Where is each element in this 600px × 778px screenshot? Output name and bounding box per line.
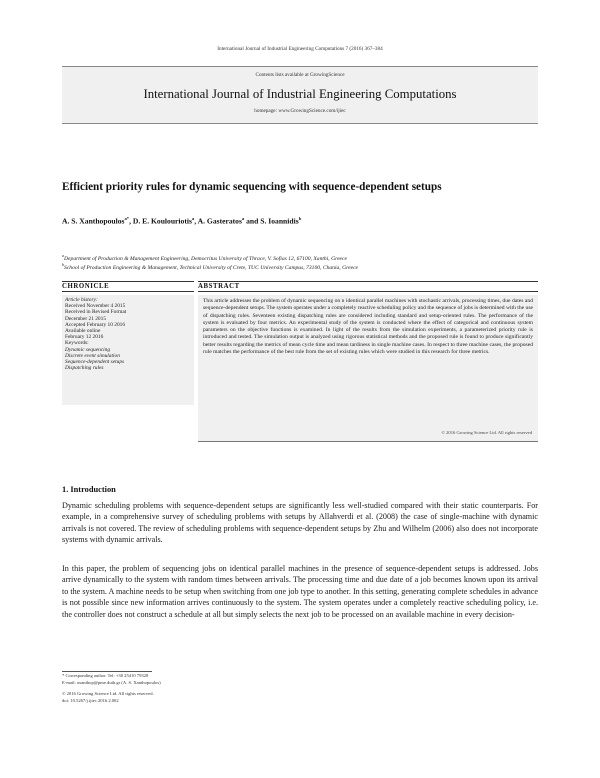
author-name: A. S. Xanthopoulos [62, 216, 125, 226]
section-heading-introduction: 1. Introduction [62, 485, 116, 494]
keyword: Dynamic sequencing [65, 346, 111, 353]
chronicle-box [62, 295, 194, 405]
affiliation-text: Department of Production & Management Engineering, Democritus University of Thrace, V. Sofias 12, 67100, Xanthi, Greece [64, 255, 348, 262]
abstract-copyright: © 2016 Growing Science Ltd. All rights reserved [441, 429, 532, 435]
keyword: Dispatching rules [65, 365, 104, 372]
footnote-email[interactable]: E-mail: axanthop@pme.duth.gr (A. S. Xanthopoulos) [62, 680, 161, 685]
author-list [62, 216, 542, 226]
author-separator: , [194, 216, 198, 226]
affiliation-b [62, 262, 542, 271]
history-line: Accepted February 10 2016 [65, 321, 126, 328]
keyword: Discrete event simulation [65, 352, 120, 359]
author-name: D. E. Koulouriotis [132, 216, 192, 226]
author-separator: , [129, 216, 133, 226]
abstract-divider [198, 441, 538, 442]
journal-homepage-link[interactable]: homepage: www.GrowingScience.com/ijiec [254, 108, 346, 114]
abstract-text: This article addresses the problem of dynamic sequencing on n identical parallel machines with stochastic arrivals, processing times, due dates and sequence-dependent setups. The system operates under a completely reactive scheduling policy and the sequence of jobs is determined with the use of dispatching rules. Seventeen existing dispatching rules are considered including standard and setup-oriented rules. The performance of the system is evaluated by four metrics. An experimental study of the system is conducted where the effect of categorical and continuous system parameters on the objective functions is examined. In light of the results from the simulation experiments, a parameterized priority rule is introduced and tested. The simulation output is analyzed using rigorous statistical methods and the proposed rule is found to produce significantly better results regarding the metrics of mean cycle time and mean tardiness in single machine cases. In respect to three machine cases, the proposed rule matches the performance of the best rule from the set of existing rules which were studied in this research for three metrics. [203, 298, 533, 355]
intro-paragraph-1: Dynamic scheduling problems with sequence-dependent setups are significantly less well-studied compared with their static counterparts. For example, in a comprehensive survey of scheduling problems with setups by Allahverdi et al. (2008) the case of single-machine with dynamic arrivals is not covered. The review of scheduling problems with sequence-dependent setups by Zhu and Wilhelm (2006) also does not incorporate systems with dynamic arrivals. [62, 501, 538, 545]
author-affiliation-mark: a* [124, 216, 130, 221]
affiliation-text: School of Production Engineering & Management, Technical University of Crete, TUC University Campus, 73100, Chania, Greece [64, 264, 359, 271]
affiliation-mark: a [62, 253, 64, 258]
author-affiliation-mark: b [298, 216, 302, 221]
footnote-doi[interactable]: doi: 10.5267/j.ijiec.2016.2.002 [62, 698, 119, 703]
contents-line: Contents lists available at GrowingScience [255, 72, 345, 78]
affiliation-a [62, 253, 542, 262]
author-name: S. Ioannidis [260, 216, 299, 226]
abstract-heading: ABSTRACT [198, 281, 538, 292]
author-affiliation-mark: a [191, 216, 195, 221]
affiliation-mark: b [62, 262, 64, 267]
footnote-copyright: © 2016 Growing Science Ltd. All rights reserved. [62, 691, 154, 696]
author-name: A. Gasteratos [197, 216, 242, 226]
history-line: Received in Revised Format [65, 309, 127, 316]
article-history-label: Article history: [65, 297, 98, 303]
keyword: Sequence-dependent setups [65, 359, 125, 366]
history-line: Available online [65, 328, 101, 335]
intro-paragraph-2: In this paper, the problem of sequencing jobs on identical parallel machines in the presence of sequence-dependent setups is addressed. Jobs arrive dynamically to the system with random times between arrivals. The processing time and due date of a job becomes known upon its arrival to the system. A machine needs to be setup when switching from one job type to another. In this setting, generating complete schedules in advance is not possible since new information arrives continuously to the system. The system operates under a completely reactive scheduling policy, i.e. the controller does not construct a schedule at all but simply selects the next job to be processed on an available machine in every decision- [62, 564, 538, 619]
journal-title: International Journal of Industrial Engineering Computations [143, 87, 457, 101]
paper-title: Efficient priority rules for dynamic sequencing with sequence-dependent setups [62, 181, 442, 193]
history-line: Received November 4 2015 [65, 303, 126, 310]
author-affiliation-mark: a [241, 216, 245, 221]
footnote-divider [62, 671, 152, 672]
abstract-box [198, 295, 538, 441]
history-line: February 12 2016 [65, 334, 104, 341]
keywords-label: Keywords: [65, 340, 89, 347]
footnote-corresponding: * Corresponding author. Tel: +30 25410 79328 [62, 673, 149, 678]
author-separator: and [244, 216, 261, 226]
chronicle-heading: CHRONICLE [62, 281, 194, 292]
running-header: International Journal of Industrial Engineering Computations 7 (2016) 367–384 [217, 46, 383, 52]
history-line: December 21 2015 [65, 315, 107, 322]
